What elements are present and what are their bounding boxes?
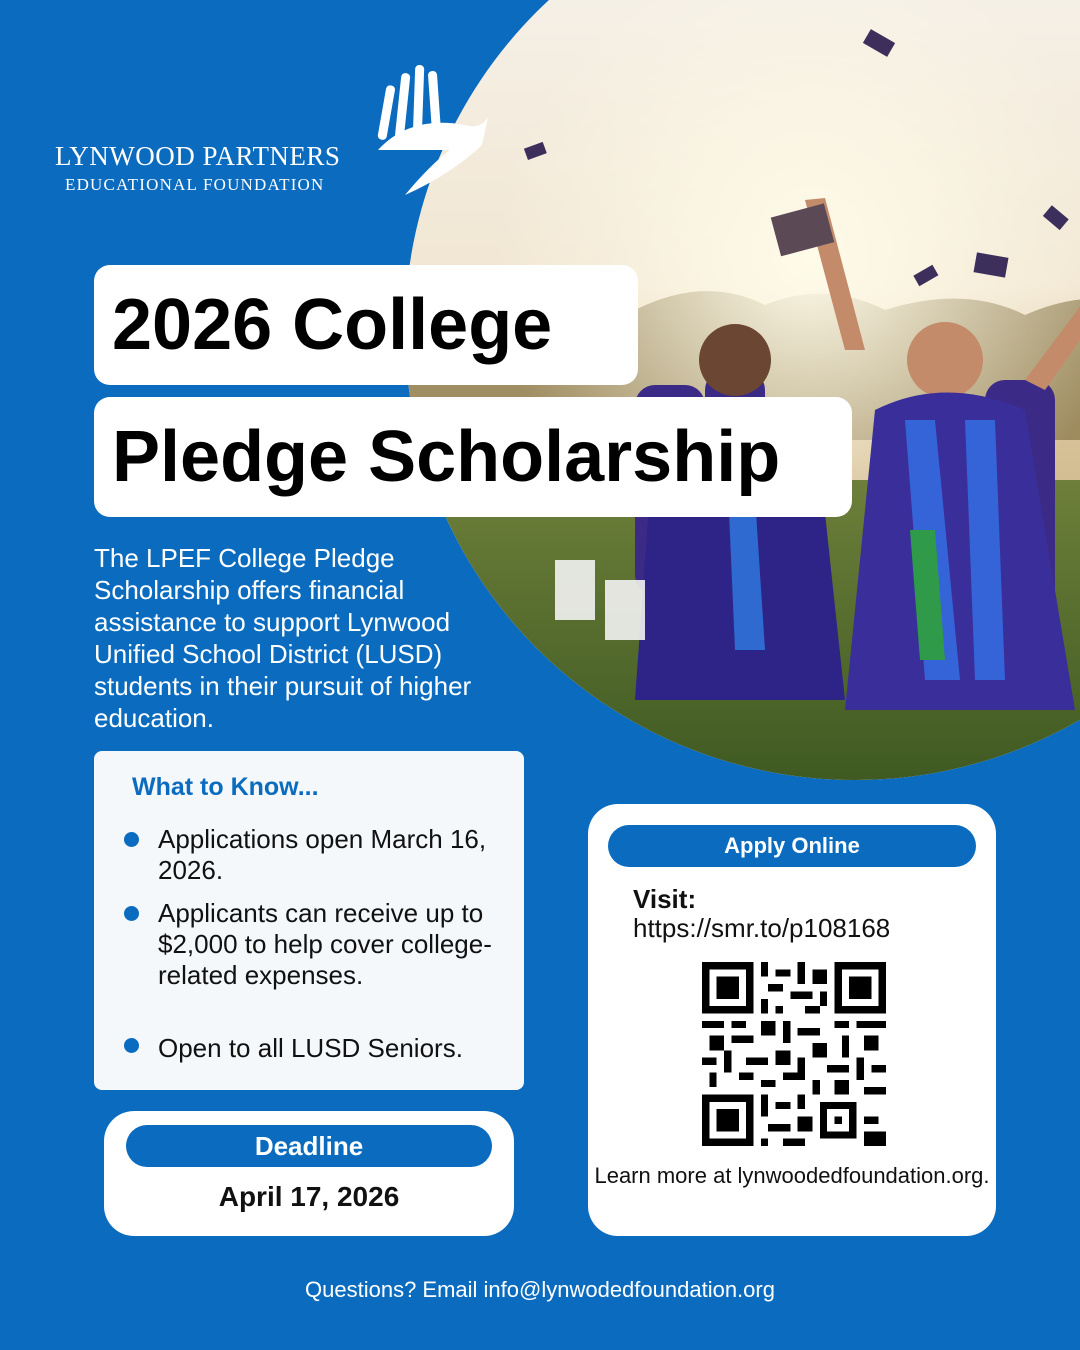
deadline-label: Deadline: [126, 1125, 492, 1167]
page-title-line1: 2026 College: [94, 265, 638, 385]
deadline-card: [104, 1111, 514, 1236]
deadline-date: April 17, 2026: [218, 1181, 400, 1212]
visit-label: Visit:: [633, 884, 697, 914]
apply-card: [588, 804, 996, 1236]
what-to-know-card: [94, 751, 524, 1090]
list-item: [124, 898, 494, 991]
hand-logo-icon: [370, 55, 490, 200]
list-item-text: Applications open March 16, 2026.: [158, 824, 487, 885]
bullet-icon: [124, 832, 139, 847]
qr-code-icon[interactable]: [702, 962, 886, 1146]
apply-link[interactable]: https://smr.to/p108168: [633, 913, 891, 943]
learn-more-text: Learn more at lynwoodedfoundation.org.: [594, 1163, 990, 1188]
bullet-icon: [124, 906, 139, 921]
apply-online-label: Apply Online: [608, 825, 976, 867]
list-item: [124, 824, 494, 886]
list-item-text: Applicants can receive up to $2,000 to help cover college-related expenses.: [158, 898, 492, 990]
foundation-logo: [55, 55, 445, 205]
list-item-text: Open to all LUSD Seniors.: [158, 1033, 463, 1063]
intro-text: The LPEF College Pledge Scholarship offers financial assistance to support Lynwood Unified School District (LUSD) students in their pursuit of higher education.: [94, 543, 472, 733]
what-to-know-heading: What to Know...: [132, 773, 319, 801]
contact-email-text[interactable]: Questions? Email info@lynwodedfoundation.org: [305, 1277, 775, 1302]
logo-name-line2: EDUCATIONAL FOUNDATION: [65, 175, 325, 194]
bullet-icon: [124, 1038, 139, 1053]
page-title-line2: Pledge Scholarship: [94, 397, 852, 517]
list-item: [124, 1033, 494, 1064]
logo-name-line1: LYNWOOD PARTNERS: [55, 141, 341, 171]
